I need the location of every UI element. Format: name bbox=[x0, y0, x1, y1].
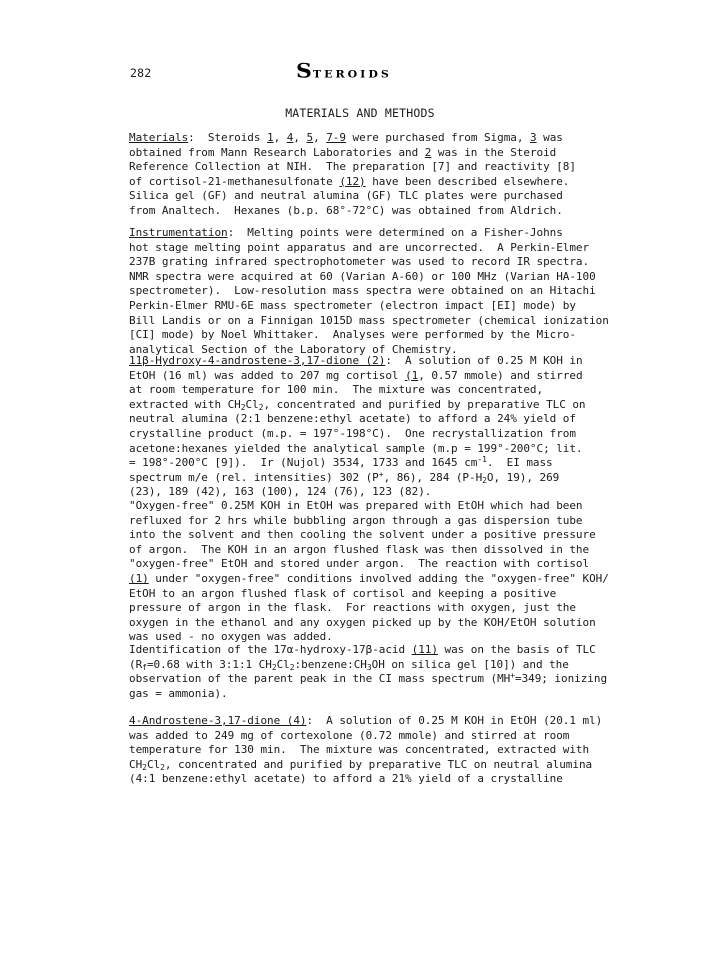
section-title: MATERIALS AND METHODS bbox=[285, 106, 435, 120]
paragraph-identification: Identification of the 17α-hydroxy-17β-acid (11) was on the basis of TLC ($R_f=0.68$ with 3:1:1 $CH_2Cl_2:benzene:CH_3OH$ on silica gel [10]) and the observation of the parent peak in the CI mass spectrum (MH+=349; ionizing gas = ammonia). bbox=[129, 643, 608, 700]
paragraph-androstenedione: 4-Androstene-3,17-dione (4): A solution of 0.25 M KOH in EtOH (20.1 ml) was added to 249 mg of cortexolone (0.72 mmole) and stirred at room temperature for 130 min. The mixture was concentrated, extracted with $CH_2Cl_2$, concentrated and purified by preparative TLC on neutral alumina (4:1 benzene:ethyl acetate) to afford a 21% yield of a crystalline bbox=[129, 714, 603, 786]
paragraph-oxygen-free: "Oxygen-free" 0.25M KOH in EtOH was prepared with EtOH which had been refluxed for 2 hrs while bubbling argon through a gas dispersion tube into the solvent and then cooling the solvent under a positive pressure of argon. The KOH in an argon flushed flask was then dissolved in the "oxygen-free" EtOH and stored under argon. The reaction with cortisol (1) under "oxygen-free" conditions involved adding the "oxygen-free" KOH/ EtOH to an argon flushed flask of cortisol and keeping a positive pressure of argon in the flask. For reactions with oxygen, just the oxygen in the ethanol and any oxygen picked up by the KOH/EtOH solution was used - no oxygen was added. bbox=[129, 499, 609, 644]
paragraph-hydroxy-androstenedione: 11β-Hydroxy-4-androstene-3,17-dione (2): A solution of 0.25 M KOH in EtOH (16 ml) was added to 207 mg cortisol (1, 0.57 mmole) and stirred at room temperature for 100 min. The mixture was concentrated, extracted with $CH_2Cl_2$, concentrated and purified by preparative TLC on neutral alumina (2:1 benzene:ethyl acetate) to afford a 24% yield of crystalline product (m.p. = 197°-198°C). One recrystallization from acetone:hexanes yielded the analytical sample (m.p = 199°-200°C; lit. = 198°-200°C [9]). Ir (Nujol) 3534, 1733 and 1645 $cm^{-1}$. EI mass spectrum m/e (rel. intensities) 302 (P+, 86), 284 ($P-H_2O$, 19), 269 (23), 189 (42), 163 (100), 124 (76), 123 (82). bbox=[129, 354, 586, 499]
page-number: 282 bbox=[130, 66, 152, 80]
paragraph-materials: Materials: Steroids 1, 4, 5, 7-9 were purchased from Sigma, 3 was obtained from Mann Research Laboratories and 2 was in the Steroid Reference Collection at NIH. The preparation [7] and reactivity [8] of cortisol-21-methanesulfonate (12) have been described elsewhere. Silica gel (GF) and neutral alumina (GF) TLC plates were purchased from Analtech. Hexanes (b.p. 68°-72°C) was obtained from Aldrich. bbox=[129, 131, 576, 217]
paragraph-instrumentation: Instrumentation: Melting points were determined on a Fisher-Johns hot stage melting point apparatus and are uncorrected. A Perkin-Elmer 237B grating infrared spectrophotometer was used to record IR spectra. NMR spectra were acquired at 60 (Varian A-60) or 100 MHz (Varian HA-100 spectrometer). Low-resolution mass spectra were obtained on an Hitachi Perkin-Elmer RMU-6E mass spectrometer (electron impact [EI] mode) by Bill Landis or on a Finnigan 1015D mass spectrometer (chemical ionization [CI] mode) by Noel Whittaker. Analyses were performed by the Micro- analytical Section of the Laboratory of Chemistry. bbox=[129, 226, 609, 356]
journal-logo: STEROIDS bbox=[296, 59, 392, 83]
